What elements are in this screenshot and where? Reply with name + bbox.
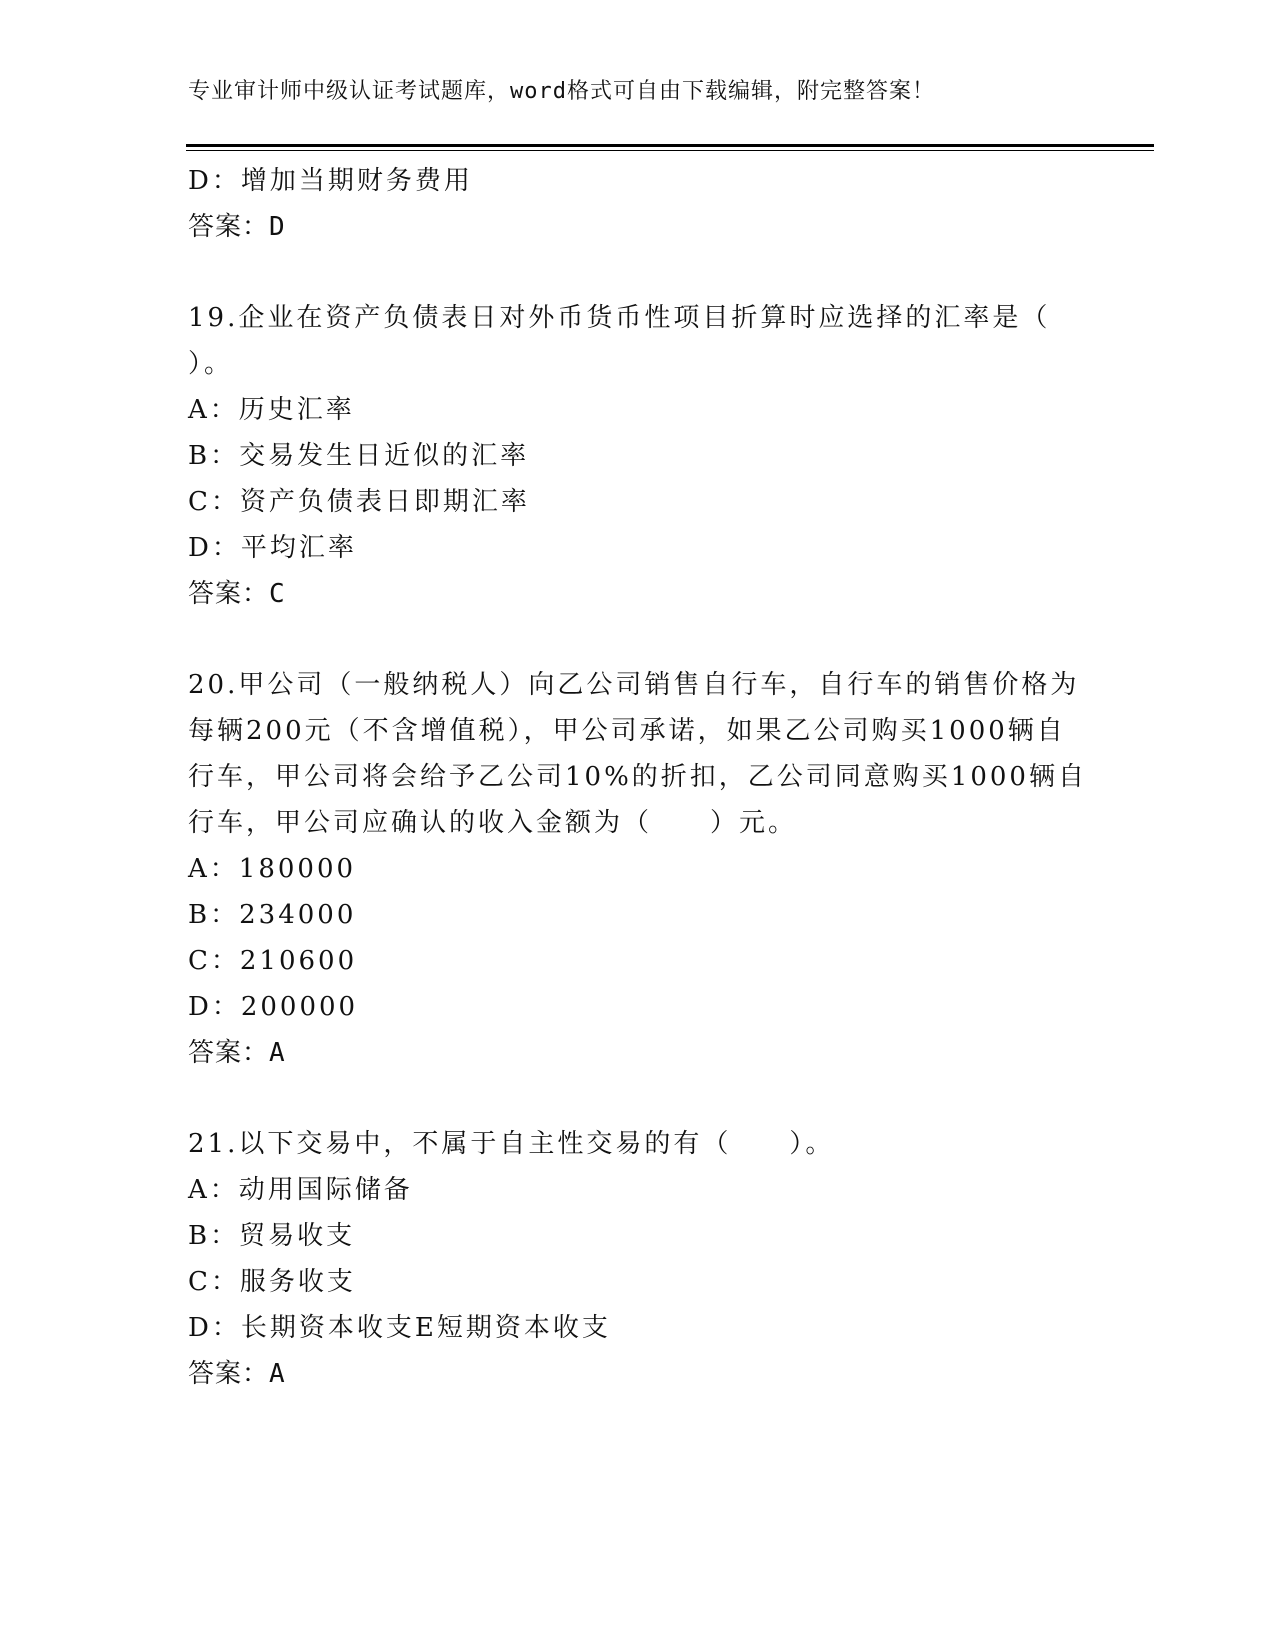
option-b: B：贸易收支 [188, 1221, 356, 1251]
answer-line: 答案：A [188, 1038, 286, 1068]
option-d: D：平均汇率 [188, 533, 357, 563]
option-d: D：200000 [188, 992, 359, 1022]
spacer [188, 617, 1108, 662]
option-b: B：234000 [188, 900, 357, 930]
option-c: C：服务收支 [188, 1267, 356, 1297]
previous-question-tail [188, 158, 1108, 250]
option-a: A：历史汇率 [188, 395, 355, 425]
question-stem-line: ）。 [188, 349, 234, 379]
question-stem-line: 20.甲公司（一般纳税人）向乙公司销售自行车，自行车的销售价格为 [188, 670, 1080, 700]
question-stem-line: 19.企业在资产负债表日对外币货币性项目折算时应选择的汇率是（ [188, 303, 1051, 333]
answer-line: 答案：A [188, 1359, 286, 1389]
option-c: C：资产负债表日即期汇率 [188, 487, 530, 517]
question-stem-line: 行车，甲公司应确认的收入金额为（ ）元。 [188, 808, 798, 838]
header-rule-thin [186, 150, 1154, 151]
question-stem-line: 21.以下交易中，不属于自主性交易的有（ ）。 [188, 1129, 835, 1159]
question-21 [188, 1121, 1108, 1397]
spacer [188, 250, 1108, 295]
answer-line: 答案：D [188, 212, 286, 242]
option-a: A：动用国际储备 [188, 1175, 413, 1205]
answer-line: 答案：C [188, 579, 286, 609]
option-d: D：增加当期财务费用 [188, 166, 473, 196]
document-content [188, 158, 1108, 1397]
option-b: B：交易发生日近似的汇率 [188, 441, 530, 471]
option-c: C：210600 [188, 946, 358, 976]
question-20 [188, 662, 1108, 1076]
option-d: D：长期资本收支E短期资本收支 [188, 1313, 611, 1343]
question-stem-line: 每辆200元（不含增值税），甲公司承诺，如果乙公司购买1000辆自 [188, 716, 1066, 746]
question-19 [188, 295, 1108, 617]
question-stem-line: 行车，甲公司将会给予乙公司10%的折扣，乙公司同意购买1000辆自 [188, 762, 1087, 792]
header-rule-thick [186, 144, 1154, 147]
spacer [188, 1076, 1108, 1121]
option-a: A：180000 [188, 854, 357, 884]
page-header: 专业审计师中级认证考试题库，word格式可自由下载编辑，附完整答案！ [188, 79, 935, 104]
